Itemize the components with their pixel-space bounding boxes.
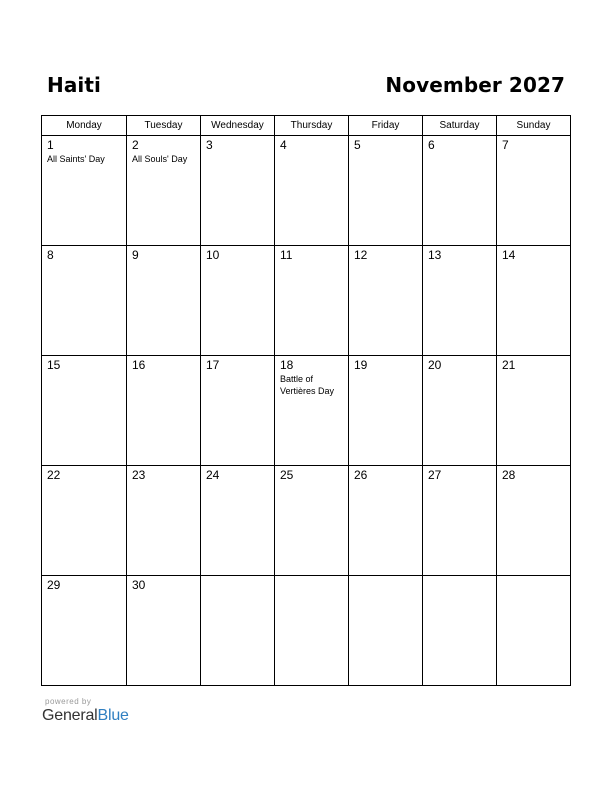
day-number: 25 xyxy=(280,468,294,482)
day-number: 27 xyxy=(428,468,442,482)
day-number: 24 xyxy=(206,468,220,482)
holiday-label xyxy=(201,152,274,153)
day-cell xyxy=(423,246,497,356)
holiday-label xyxy=(275,262,348,263)
day-cell xyxy=(497,356,571,466)
day-number: 10 xyxy=(206,248,220,262)
holiday-label xyxy=(497,372,570,373)
holiday-label xyxy=(497,482,570,483)
holiday-label xyxy=(275,152,348,153)
day-cell xyxy=(423,136,497,246)
day-number: 13 xyxy=(428,248,442,262)
holiday-label xyxy=(349,152,422,153)
day-cell xyxy=(349,576,423,686)
holiday-label xyxy=(42,372,126,373)
day-number: 20 xyxy=(428,358,442,372)
holiday-label: All Souls' Day xyxy=(132,154,188,164)
day-cell xyxy=(127,136,201,246)
day-cell xyxy=(42,136,127,246)
day-cell xyxy=(497,246,571,356)
day-number: 14 xyxy=(502,248,516,262)
holiday-label xyxy=(42,482,126,483)
day-number: 5 xyxy=(354,138,361,152)
day-number: 17 xyxy=(206,358,220,372)
day-number: 8 xyxy=(47,248,54,262)
weekday-thursday: Thursday xyxy=(275,116,349,136)
day-cell xyxy=(349,466,423,576)
holiday-label xyxy=(201,579,274,580)
holiday-label xyxy=(423,482,496,483)
holiday-label xyxy=(275,579,348,580)
footer-branding xyxy=(42,697,129,725)
day-cell xyxy=(497,136,571,246)
day-number: 18 xyxy=(280,358,294,372)
day-cell xyxy=(497,466,571,576)
day-cell xyxy=(127,466,201,576)
day-cell xyxy=(423,356,497,466)
month-title: November 2027 xyxy=(385,73,565,97)
day-cell xyxy=(497,576,571,686)
holiday-label xyxy=(201,372,274,373)
day-number: 26 xyxy=(354,468,368,482)
day-cell xyxy=(275,576,349,686)
holiday-label xyxy=(423,262,496,263)
day-cell xyxy=(127,356,201,466)
holiday-label xyxy=(423,579,496,580)
holiday-label xyxy=(127,592,200,593)
day-number: 21 xyxy=(502,358,516,372)
holiday-label xyxy=(349,482,422,483)
brand-blue-text: Blue xyxy=(97,707,129,724)
day-number: 11 xyxy=(280,248,293,262)
day-cell xyxy=(201,136,275,246)
country-title: Haiti xyxy=(47,73,102,97)
day-number: 29 xyxy=(47,578,61,592)
day-number: 30 xyxy=(132,578,146,592)
day-cell xyxy=(275,136,349,246)
day-cell xyxy=(275,466,349,576)
holiday-label xyxy=(497,579,570,580)
day-cell xyxy=(42,356,127,466)
day-cell xyxy=(42,576,127,686)
holiday-label xyxy=(349,262,422,263)
day-cell xyxy=(42,246,127,356)
holiday-label xyxy=(275,482,348,483)
day-number: 16 xyxy=(132,358,146,372)
day-cell xyxy=(423,576,497,686)
day-cell xyxy=(201,576,275,686)
holiday-label xyxy=(423,372,496,373)
holiday-label xyxy=(42,592,126,593)
day-number: 23 xyxy=(132,468,146,482)
holiday-label xyxy=(201,262,274,263)
holiday-label xyxy=(127,482,200,483)
day-number: 1 xyxy=(47,138,54,152)
day-number: 7 xyxy=(502,138,509,152)
day-number: 2 xyxy=(132,138,139,152)
day-cell xyxy=(349,356,423,466)
holiday-label xyxy=(349,372,422,373)
weekday-header-row xyxy=(42,116,571,136)
day-cell xyxy=(423,466,497,576)
day-number: 22 xyxy=(47,468,61,482)
day-cell xyxy=(275,246,349,356)
day-cell xyxy=(201,356,275,466)
weekday-sunday: Sunday xyxy=(497,116,571,136)
calendar-header xyxy=(47,70,565,100)
day-number: 28 xyxy=(502,468,516,482)
day-number: 6 xyxy=(428,138,435,152)
day-number: 19 xyxy=(354,358,368,372)
holiday-label xyxy=(497,262,570,263)
day-number: 4 xyxy=(280,138,287,152)
brand-general-text: General xyxy=(42,707,98,724)
day-cell xyxy=(275,356,349,466)
week-row xyxy=(42,136,571,246)
holiday-label: Battle of Vertières Day xyxy=(280,374,335,396)
day-number: 9 xyxy=(132,248,139,262)
holiday-label xyxy=(349,579,422,580)
day-cell xyxy=(349,246,423,356)
day-cell xyxy=(127,246,201,356)
powered-by-text: powered by xyxy=(45,697,92,706)
weekday-friday: Friday xyxy=(349,116,423,136)
weekday-saturday: Saturday xyxy=(423,116,497,136)
holiday-label xyxy=(423,152,496,153)
holiday-label xyxy=(42,262,126,263)
day-cell xyxy=(127,576,201,686)
day-cell xyxy=(42,466,127,576)
week-row xyxy=(42,356,571,466)
week-row xyxy=(42,466,571,576)
week-row xyxy=(42,576,571,686)
calendar-grid xyxy=(41,115,571,686)
day-number: 12 xyxy=(354,248,368,262)
holiday-label: All Saints' Day xyxy=(47,154,105,164)
weekday-tuesday: Tuesday xyxy=(127,116,201,136)
holiday-label xyxy=(497,152,570,153)
day-cell xyxy=(201,466,275,576)
day-number: 15 xyxy=(47,358,61,372)
day-cell xyxy=(349,136,423,246)
holiday-label xyxy=(127,372,200,373)
day-cell xyxy=(201,246,275,356)
weekday-monday: Monday xyxy=(42,116,127,136)
day-number: 3 xyxy=(206,138,213,152)
generalblue-logo[interactable] xyxy=(42,707,129,725)
holiday-label xyxy=(201,482,274,483)
weekday-wednesday: Wednesday xyxy=(201,116,275,136)
holiday-label xyxy=(127,262,200,263)
week-row xyxy=(42,246,571,356)
